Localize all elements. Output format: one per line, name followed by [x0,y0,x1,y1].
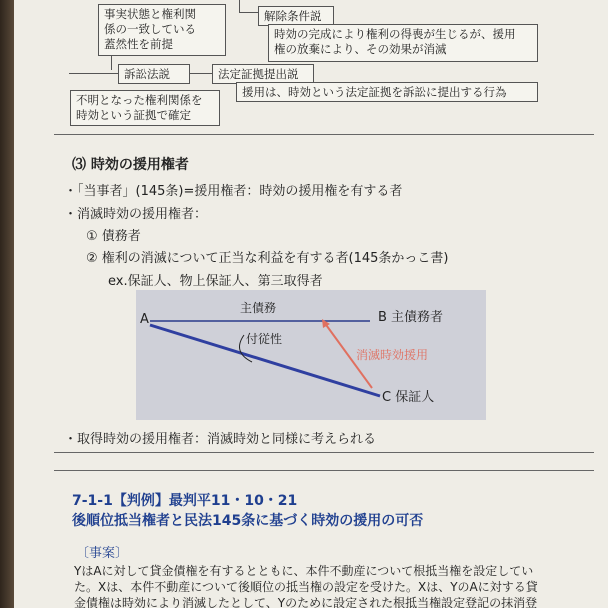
bullet-text: ・消滅時効の援用権者： [64,207,208,222]
accessory-label: 付従性 [246,332,283,346]
premise-box-1-line: 事実状態と権利関 [104,7,196,21]
party-a: A [140,312,149,327]
section-heading: ⑶ 時効の援用権者 [72,157,189,173]
premise-box-2-line: 時効という証拠で確定 [76,108,191,122]
divider [54,470,594,471]
case-subtitle: 後順位抵当権者と民法145条に基づく時効の援用の可否 [72,513,424,529]
case-line: YはAに対して貸金債権を有するとともに、本件不動産について根抵当権を設定してい [74,564,534,578]
soshoho-box [118,64,190,84]
main-debt-label: 主債務 [240,301,277,315]
example-text: ex.保証人、物上保証人、第三取得者 [108,274,323,289]
bullet-text: ・取得時効の援用権者：消滅時効と同様に考えられる [64,432,377,447]
connector-line [69,73,119,75]
case-title: 7-1-1【判例】最判平11・10・21 [72,493,298,509]
divider [54,134,594,135]
hotei-desc-box [236,82,538,102]
premise-box-2-line: 不明となった権利関係を [76,93,203,107]
case-line: 金債権は時効により消滅したとして、Yのために設定された根抵当権設定登記の抹消登 [74,596,538,608]
kaijo-desc-line: 時効の完成により権利の得喪が生じるが、援用 [274,27,516,41]
premise-box-1 [98,4,226,56]
list-item: ① 債務者 [86,229,141,244]
facts-heading: 〔事案〕 [76,546,129,561]
kaijo-jouken-box [258,6,334,26]
divider [54,452,594,453]
premise-box-1-line: 蓋然性を前提 [104,37,173,51]
textbook-page [14,0,608,608]
kaijo-jouken-label: 解除条件説 [264,9,322,23]
soshoho-label: 訴訟法説 [124,67,170,81]
premise-box-1-line: 係の一致している [104,22,196,36]
case-line: た。Xは、本件不動産について後順位の抵当権の設定を受けた。Xは、YのAに対する貸 [74,580,538,594]
hotei-box [212,64,314,84]
party-b: B 主債務者 [378,310,444,325]
guarantor-diagram [136,290,486,420]
connector-line [111,56,113,70]
hotei-label: 法定証拠提出説 [218,67,299,81]
kaijo-desc-box [268,24,538,62]
list-item: ② 権利の消滅について正当な利益を有する者(145条かっこ書) [86,251,449,266]
connector-line [190,73,212,75]
party-c: C 保証人 [382,390,435,405]
hotei-desc: 援用は、時効という法定証拠を訴訟に提出する行為 [242,85,507,99]
kaijo-desc-line: 権の放棄により、その効果が消滅 [274,42,447,56]
premise-box-2 [70,90,220,126]
bullet-text: ・「当事者」(145条)=援用権者：時効の援用権を有する者 [64,184,403,199]
book-spine-shadow [0,0,14,608]
connector-line [239,0,241,12]
extinct-label: 消滅時効援用 [356,348,429,362]
